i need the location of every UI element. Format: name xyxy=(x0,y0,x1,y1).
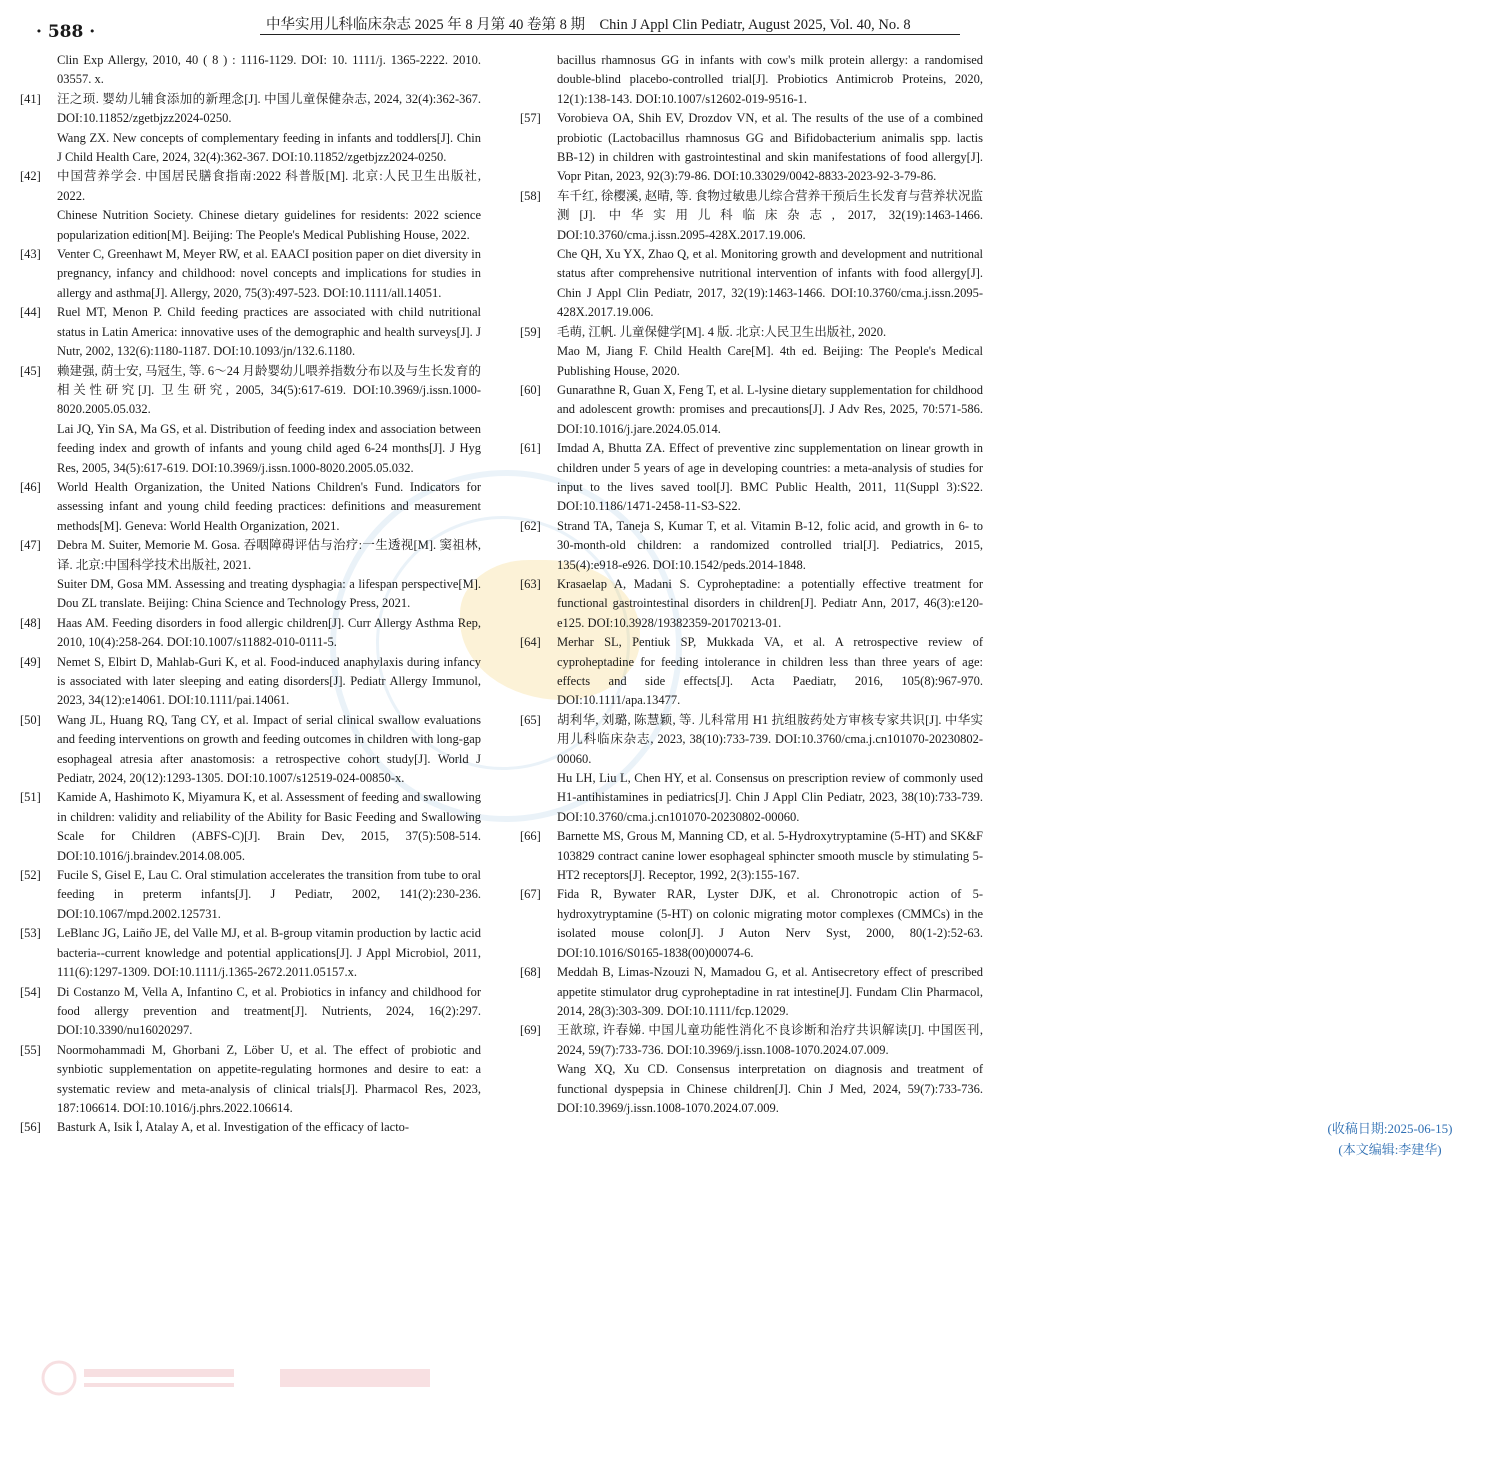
reference-text xyxy=(57,614,481,653)
reference-text xyxy=(557,323,983,381)
reference-text xyxy=(57,924,481,982)
reference-number: [53] xyxy=(20,926,41,941)
reference-line: Vorobieva OA, Shih EV, Drozdov VN, et al. The results of the use of a combined probiotic (Lactobacillus rhamnosus GG and Bifidobacterium animalis spp. lactis BB-12) in children with gastrointestinal and skin manifestations of food allergy[J]. Vopr Pitan, 2023, 92(3):79-86. DOI:10.33029/0042-8833-2023-92-3-79-86. xyxy=(557,111,983,184)
reference-text xyxy=(57,1041,481,1119)
reference-entry xyxy=(20,866,481,924)
reference-text xyxy=(557,439,983,517)
reference-line: World Health Organization, the United Nations Children's Fund. Indicators for assessing infant and young child feeding practices: definitions and measurement methods[M]. Geneva: World Health Organization, 2021. xyxy=(57,479,481,533)
reference-line: Meddah B, Limas-Nzouzi N, Mamadou G, et al. Antisecretory effect of prescribed appetite stimulator drug cyproheptadine in rat intestine[J]. Fundam Clin Pharmacol, 2014, 28(3):303-309. DOI:10.1111/fcp.12029. xyxy=(557,965,983,1018)
reference-line: 胡利华, 刘璐, 陈慧颖, 等. 儿科常用 H1 抗组胺药处方审核专家共识[J]. 中华实用儿科临床杂志, 2023, 38(10):733-739. DOI:10.3760/cma.j.cn101070-20230802-00060. xyxy=(557,712,983,766)
reference-line: 毛萌, 江帆. 儿童保健学[M]. 4 版. 北京:人民卫生出版社, 2020. xyxy=(557,324,887,339)
reference-text xyxy=(57,245,481,303)
publisher-footer-logo xyxy=(40,1359,460,1397)
reference-entry xyxy=(520,381,983,439)
reference-line: Strand TA, Taneja S, Kumar T, et al. Vitamin B-12, folic acid, and growth in 6- to 30-month-old children: a randomized controlled trial[J]. Pediatrics, 2015, 135(4):e918-e926. DOI:10.1542/peds.2014-1848. xyxy=(557,518,983,572)
reference-line: Imdad A, Bhutta ZA. Effect of preventive zinc supplementation on linear growth in children under 5 years of age in developing countries: a meta-analysis of studies for input to the lives saved tool[J]. BMC Public Health, 2011, 11(Suppl 3):S22. DOI:10.1186/1471-2458-11-S3-S22. xyxy=(557,441,983,514)
reference-entry xyxy=(20,711,481,789)
reference-entry xyxy=(20,924,481,982)
reference-line: Chinese Nutrition Society. Chinese dietary guidelines for residents: 2022 science popularization edition[M]. Beijing: The People's Medical Publishing House, 2022. xyxy=(57,208,481,242)
reference-number: [54] xyxy=(20,984,41,999)
editor-note: (本文编辑:李建华) xyxy=(1338,1142,1442,1158)
reference-entry xyxy=(20,478,481,536)
reference-line: Hu LH, Liu L, Chen HY, et al. Consensus on prescription review of commonly used H1-antihistamines in pediatrics[J]. Chin J Appl Clin Pediatr, 2023, 38(10):733-739. DOI:10.3760/cma.j.cn101070-20230802-00060. xyxy=(557,771,983,824)
reference-entry xyxy=(520,963,983,1021)
reference-text xyxy=(557,381,983,439)
reference-entry xyxy=(20,1118,481,1137)
reference-entry xyxy=(20,167,481,245)
reference-entry xyxy=(520,885,983,963)
reference-text xyxy=(57,866,481,924)
reference-line: Venter C, Greenhawt M, Meyer RW, et al. EAACI position paper on diet diversity in pregnancy, infancy and childhood: novel concepts and implications for studies in allergy and asthma[J]. Allergy, 2020, 75(3):497-523. DOI:10.1111/all.14051. xyxy=(57,247,481,300)
reference-line: Kamide A, Hashimoto K, Miyamura K, et al. Assessment of feeding and swallowing in children: validity and reliability of the Ability for Basic Feeding and Swallowing Scale for Children (ABFS-C)[J]. Brain Dev, 2015, 37(5):508-514. DOI:10.1016/j.braindev.2014.08.005. xyxy=(57,790,481,863)
reference-entry xyxy=(20,1041,481,1119)
reference-line: Barnette MS, Grous M, Manning CD, et al. 5-Hydroxytryptamine (5-HT) and SK&F 103829 contract canine lower esophageal sphincter smooth muscle by stimulating 5-HT2 receptors[J]. Receptor, 1992, 2(3):155-167. xyxy=(557,829,983,883)
page-number: · 588 · xyxy=(36,22,96,42)
reference-line: Mao M, Jiang F. Child Health Care[M]. 4th ed. Beijing: The People's Medical Publishing House, 2020. xyxy=(557,344,983,378)
reference-entry xyxy=(20,245,481,303)
reference-text xyxy=(57,536,481,614)
reference-number: [59] xyxy=(520,324,541,339)
reference-text xyxy=(57,90,481,168)
reference-entry xyxy=(20,983,481,1041)
reference-number: [43] xyxy=(20,247,41,262)
reference-entry xyxy=(520,187,983,323)
reference-number: [62] xyxy=(520,518,541,533)
reference-line: Wang ZX. New concepts of complementary feeding in infants and toddlers[J]. Chin J Child Health Care, 2024, 32(4):362-367. DOI:10.11852/zgetbjzz2024-0250. xyxy=(57,130,481,165)
reference-line: 赖建强, 荫士安, 马冠生, 等. 6～24 月龄婴幼儿喂养指数分布以及与生长发育的相关性研究[J]. 卫生研究, 2005, 34(5):617-619. DOI:10.3969/j.issn.1000-8020.2005.05.032. xyxy=(57,363,481,417)
reference-entry xyxy=(20,614,481,653)
reference-number: [50] xyxy=(20,712,41,727)
reference-entry xyxy=(20,788,481,866)
reference-entry xyxy=(20,653,481,711)
reference-entry xyxy=(520,711,983,827)
reference-text xyxy=(557,575,983,633)
reference-text xyxy=(57,478,481,536)
reference-text xyxy=(57,303,481,361)
reference-number: [48] xyxy=(20,615,41,630)
reference-number: [60] xyxy=(520,382,541,397)
reference-entry xyxy=(20,362,481,478)
reference-line: 中国营养学会. 中国居民膳食指南:2022 科普版[M]. 北京:人民卫生出版社, 2022. xyxy=(57,169,481,203)
reference-line: Suiter DM, Gosa MM. Assessing and treating dysphagia: a lifespan perspective[M]. Dou ZL translate. Beijing: China Science and Technology Press, 2021. xyxy=(57,576,481,611)
reference-number: [52] xyxy=(20,868,41,883)
reference-text xyxy=(57,711,481,789)
reference-text xyxy=(57,1118,481,1137)
reference-number: [57] xyxy=(520,111,541,126)
reference-line: Fida R, Bywater RAR, Lyster DJK, et al. Chronotropic action of 5-hydroxytryptamine (5-HT) on colonic migrating motor complexes (CMMCs) in the isolated mouse colon[J]. J Auton Nerv Syst, 2000, 80(1-2):52-63. DOI:10.1016/S0165-1838(00)00074-6. xyxy=(557,887,983,960)
reference-text xyxy=(57,653,481,711)
reference-line: Gunarathne R, Guan X, Feng T, et al. L-lysine dietary supplementation for childhood and adolescent growth: promises and precautions[J]. J Adv Res, 2025, 70:571-586. DOI:10.1016/j.jare.2024.05.014. xyxy=(557,382,983,436)
reference-line: LeBlanc JG, Laiño JE, del Valle MJ, et al. B-group vitamin production by lactic acid bacteria--current knowledge and potential applications[J]. J Appl Microbiol, 2011, 111(6):1297-1309. DOI:10.1111/j.1365-2672.2011.05157.x. xyxy=(57,926,481,980)
reference-line: Fucile S, Gisel E, Lau C. Oral stimulation accelerates the transition from tube to oral feeding in preterm infants[J]. J Pediatr, 2002, 141(2):230-236. DOI:10.1067/mpd.2002.125731. xyxy=(57,868,481,921)
reference-line: Krasaelap A, Madani S. Cyproheptadine: a potentially effective treatment for functional gastrointestinal disorders in children[J]. Pediatr Ann, 2017, 46(3):e120-e125. DOI:10.3928/19382359-20170213-01. xyxy=(557,576,983,630)
reference-number: [41] xyxy=(20,91,41,106)
reference-line: Lai JQ, Yin SA, Ma GS, et al. Distribution of feeding index and association between feeding index and growth of infants and young child aged 6-24 months[J]. J Hyg Res, 2005, 34(5):617-619. DOI:10.3969/j.issn.1000-8020.2005.05.032. xyxy=(57,421,481,475)
reference-line: Ruel MT, Menon P. Child feeding practices are associated with child nutritional status in Latin America: innovative uses of the demographic and health surveys[J]. J Nutr, 2002, 132(6):1180-1187. DOI:10.1093/jn/132.6.1180. xyxy=(57,305,481,359)
reference-line: Nemet S, Elbirt D, Mahlab-Guri K, et al. Food-induced anaphylaxis during infancy is associated with later sleeping and eating disorders[J]. Pediatr Allergy Immunol, 2023, 34(12):e14061. DOI:10.1111/pai.14061. xyxy=(57,654,481,708)
reference-number: [51] xyxy=(20,790,41,805)
reference-entry xyxy=(520,1021,983,1118)
reference-continuation: Clin Exp Allergy, 2010, 40 ( 8 ) : 1116-1129. DOI: 10. 1111/j. 1365-2222. 2010. 03557. x. xyxy=(57,53,481,87)
reference-number: [58] xyxy=(520,188,541,203)
reference-text xyxy=(557,885,983,963)
reference-text xyxy=(557,109,983,187)
reference-entry xyxy=(520,323,983,381)
reference-number: [44] xyxy=(20,305,41,320)
reference-entry xyxy=(20,90,481,168)
reference-number: [64] xyxy=(520,635,541,650)
reference-text xyxy=(557,711,983,827)
reference-number: [56] xyxy=(20,1120,41,1135)
reference-number: [65] xyxy=(520,712,541,727)
reference-line: Noormohammadi M, Ghorbani Z, Löber U, et al. The effect of probiotic and synbiotic supplementation on appetite-regulating hormones and desire to eat: a systematic review and meta-analysis of clinical trials[J]. Pharmacol Res, 2023, 187:106614. DOI:10.1016/j.phrs.2022.106614. xyxy=(57,1042,481,1115)
reference-entry xyxy=(20,303,481,361)
reference-text xyxy=(57,167,481,245)
reference-number: [63] xyxy=(520,576,541,591)
reference-number: [69] xyxy=(520,1023,541,1038)
reference-entry xyxy=(520,575,983,633)
reference-number: [49] xyxy=(20,654,41,669)
reference-entry xyxy=(520,439,983,517)
reference-entry xyxy=(20,536,481,614)
reference-line: Basturk A, Isik İ, Atalay A, et al. Investigation of the efficacy of lacto- xyxy=(57,1120,410,1135)
reference-continuation: bacillus rhamnosus GG in infants with cow's milk protein allergy: a randomised double-blind placebo-controlled trial[J]. Probiotics Antimicrob Proteins, 2020, 12(1):138-143. DOI:10.1007/s12602-019-9516-1. xyxy=(557,53,983,106)
reference-line: Di Costanzo M, Vella A, Infantino C, et al. Probiotics in infancy and childhood for food allergy prevention and treatment[J]. Nutrients, 2024, 16(2):297. DOI:10.3390/nu16020297. xyxy=(57,984,481,1038)
reference-line: Merhar SL, Pentiuk SP, Mukkada VA, et al. A retrospective review of cyproheptadine for feeding intolerance in children less than three years of age: effects and side effects[J]. Acta Paediatr, 2016, 105(8):967-970. DOI:10.1111/apa.13477. xyxy=(557,635,983,708)
reference-number: [45] xyxy=(20,363,41,378)
received-date: (收稿日期:2025-06-15) xyxy=(1327,1121,1453,1137)
reference-column-left xyxy=(20,51,481,1138)
reference-entry xyxy=(520,827,983,885)
reference-text xyxy=(557,1021,983,1118)
reference-entry xyxy=(520,517,983,575)
reference-entry xyxy=(520,109,983,187)
reference-text xyxy=(557,827,983,885)
reference-line: Wang XQ, Xu CD. Consensus interpretation on diagnosis and treatment of functional dyspepsia in Chinese children[J]. Chin J Med, 2024, 59(7):733-736. DOI:10.3969/j.issn.1008-1070.2024.07.009. xyxy=(557,1062,983,1115)
reference-text xyxy=(57,362,481,478)
reference-number: [66] xyxy=(520,829,541,844)
reference-number: [68] xyxy=(520,965,541,980)
reference-entry xyxy=(520,633,983,711)
reference-number: [46] xyxy=(20,479,41,494)
reference-line: Haas AM. Feeding disorders in food allergic children[J]. Curr Allergy Asthma Rep, 2010, 10(4):258-264. DOI:10.1007/s11882-010-0111-5. xyxy=(57,615,481,650)
reference-number: [67] xyxy=(520,887,541,902)
reference-line: 车千红, 徐樱溪, 赵晴, 等. 食物过敏患儿综合营养干预后生长发育与营养状况监测[J]. 中华实用儿科临床杂志, 2017, 32(19):1463-1466. DOI:10.3760/cma.j.issn.2095-428X.2017.19.006. xyxy=(557,188,983,242)
reference-number: [47] xyxy=(20,538,41,553)
header-rule xyxy=(260,34,960,35)
reference-number: [61] xyxy=(520,441,541,456)
reference-text xyxy=(557,187,983,323)
page-header xyxy=(0,0,1000,52)
reference-text xyxy=(557,517,983,575)
reference-line: Che QH, Xu YX, Zhao Q, et al. Monitoring growth and development and nutritional status after comprehensive nutritional intervention of infants with food allergy[J]. Chin J Appl Clin Pediatr, 2017, 32(19):1463-1466. DOI:10.3760/cma.j.issn.2095-428X.2017.19.006. xyxy=(557,247,983,320)
reference-text xyxy=(57,788,481,866)
reference-number: [42] xyxy=(20,169,41,184)
reference-text xyxy=(557,963,983,1021)
running-head: 中华实用儿科临床杂志 2025 年 8 月第 40 卷第 8 期 Chin J Appl Clin Pediatr, August 2025, Vol. 40, No. 8 xyxy=(266,17,911,33)
reference-line: 汪之顼. 婴幼儿辅食添加的新理念[J]. 中国儿童保健杂志, 2024, 32(4):362-367. DOI:10.11852/zgetbjzz2024-0250. xyxy=(57,91,481,126)
reference-line: Wang JL, Huang RQ, Tang CY, et al. Impact of serial clinical swallow evaluations and feeding interventions on growth and feeding outcomes in children with long-gap esophageal atresia after anastomosis: a retrospective cohort study[J]. World J Pediatr, 2024, 20(12):1293-1305. DOI:10.1007/s12519-024-00850-x. xyxy=(57,712,481,786)
reference-line: 王歆琼, 许春娣. 中国儿童功能性消化不良诊断和治疗共识解读[J]. 中国医刊, 2024, 59(7):733-736. DOI:10.3969/j.issn.1008-1070.2024.07.009. xyxy=(557,1023,983,1057)
reference-column-right xyxy=(520,51,1453,1160)
reference-text xyxy=(557,633,983,711)
reference-text xyxy=(57,983,481,1041)
reference-line: Debra M. Suiter, Memorie M. Gosa. 吞咽障碍评估与治疗:一生透视[M]. 窦祖林, 译. 北京:中国科学技术出版社, 2021. xyxy=(57,538,481,572)
reference-number: [55] xyxy=(20,1042,41,1057)
